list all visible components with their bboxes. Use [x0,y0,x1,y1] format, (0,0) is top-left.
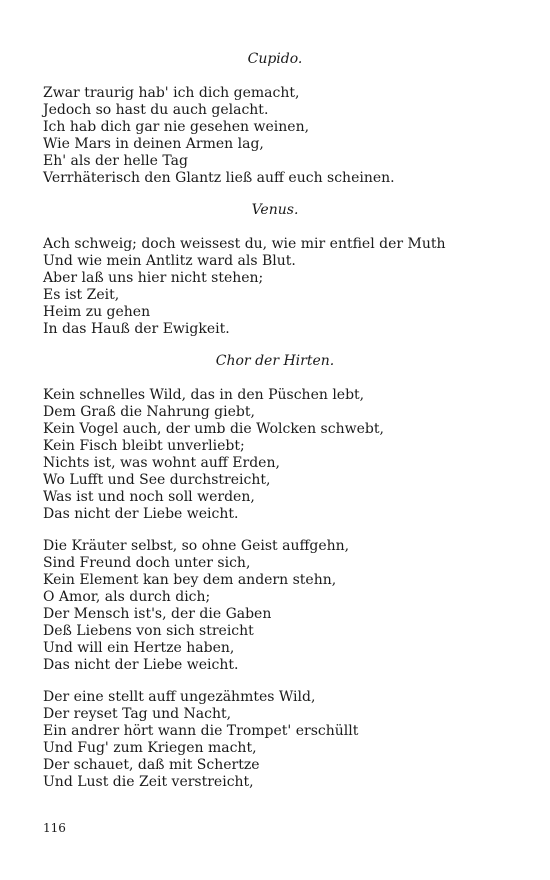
verse-line: Kein Fisch bleibt unverliebt; [43,438,245,454]
verse-line: Das nicht der Liebe weicht. [43,506,239,522]
stanza-venus [43,236,523,338]
verse-line: Was ist und noch soll werden, [43,489,255,505]
verse-line: Dem Graß die Nahrung giebt, [43,404,255,420]
verse-line: Der schauet, daß mit Schertze [43,757,260,773]
verse-line: Kein schnelles Wild, das in den Püschen lebt, [43,387,365,403]
verse-line: Sind Freund doch unter sich, [43,555,251,571]
stanza-chor-3 [43,689,523,791]
verse-line: Deß Liebens von sich streicht [43,623,254,639]
verse-line: Ach schweig; doch weissest du, wie mir entfiel der Muth [43,236,446,252]
stanza-cupido [43,85,523,187]
verse-line: Der Mensch ist's, der die Gaben [43,606,272,622]
verse-line: Wie Mars in deinen Armen lag, [43,136,264,152]
verse-line: Nichts ist, was wohnt auff Erden, [43,455,280,471]
verse-line: Das nicht der Liebe weicht. [43,657,239,673]
speaker-heading-cupido: Cupido. [247,51,303,67]
verse-line: Es ist Zeit, [43,287,120,303]
verse-line: O Amor, als durch dich; [43,589,211,605]
verse-line: In das Hauß der Ewigkeit. [43,321,230,337]
verse-line: Und will ein Hertze haben, [43,640,235,656]
verse-line: Kein Element kan bey dem andern stehn, [43,572,337,588]
stanza-chor-1 [43,387,523,523]
verse-line: Kein Vogel auch, der umb die Wolcken schwebt, [43,421,384,437]
verse-line: Ich hab dich gar nie gesehen weinen, [43,119,310,135]
verse-line: Ein andrer hört wann die Trompet' erschüllt [43,723,359,739]
page-number: 116 [43,821,66,835]
verse-line: Eh' als der helle Tag [43,153,188,169]
verse-line: Verrhäterisch den Glantz ließ auff euch scheinen. [43,170,395,186]
verse-line: Wo Lufft und See durchstreicht, [43,472,271,488]
stanza-chor-2 [43,538,523,674]
verse-line: Der reyset Tag und Nacht, [43,706,232,722]
speaker-heading-chor-der-hirten: Chor der Hirten. [215,353,335,369]
verse-line: Der eine stellt auff ungezähmtes Wild, [43,689,316,705]
verse-line: Zwar traurig hab' ich dich gemacht, [43,85,300,101]
verse-line: Und Lust die Zeit verstreicht, [43,774,254,790]
verse-line: Und wie mein Antlitz ward als Blut. [43,253,296,269]
verse-line: Heim zu gehen [43,304,151,320]
verse-line: Aber laß uns hier nicht stehen; [43,270,264,286]
verse-line: Und Fug' zum Kriegen macht, [43,740,257,756]
speaker-heading-venus: Venus. [251,202,299,218]
verse-line: Die Kräuter selbst, so ohne Geist auffgehn, [43,538,350,554]
verse-line: Jedoch so hast du auch gelacht. [43,102,269,118]
